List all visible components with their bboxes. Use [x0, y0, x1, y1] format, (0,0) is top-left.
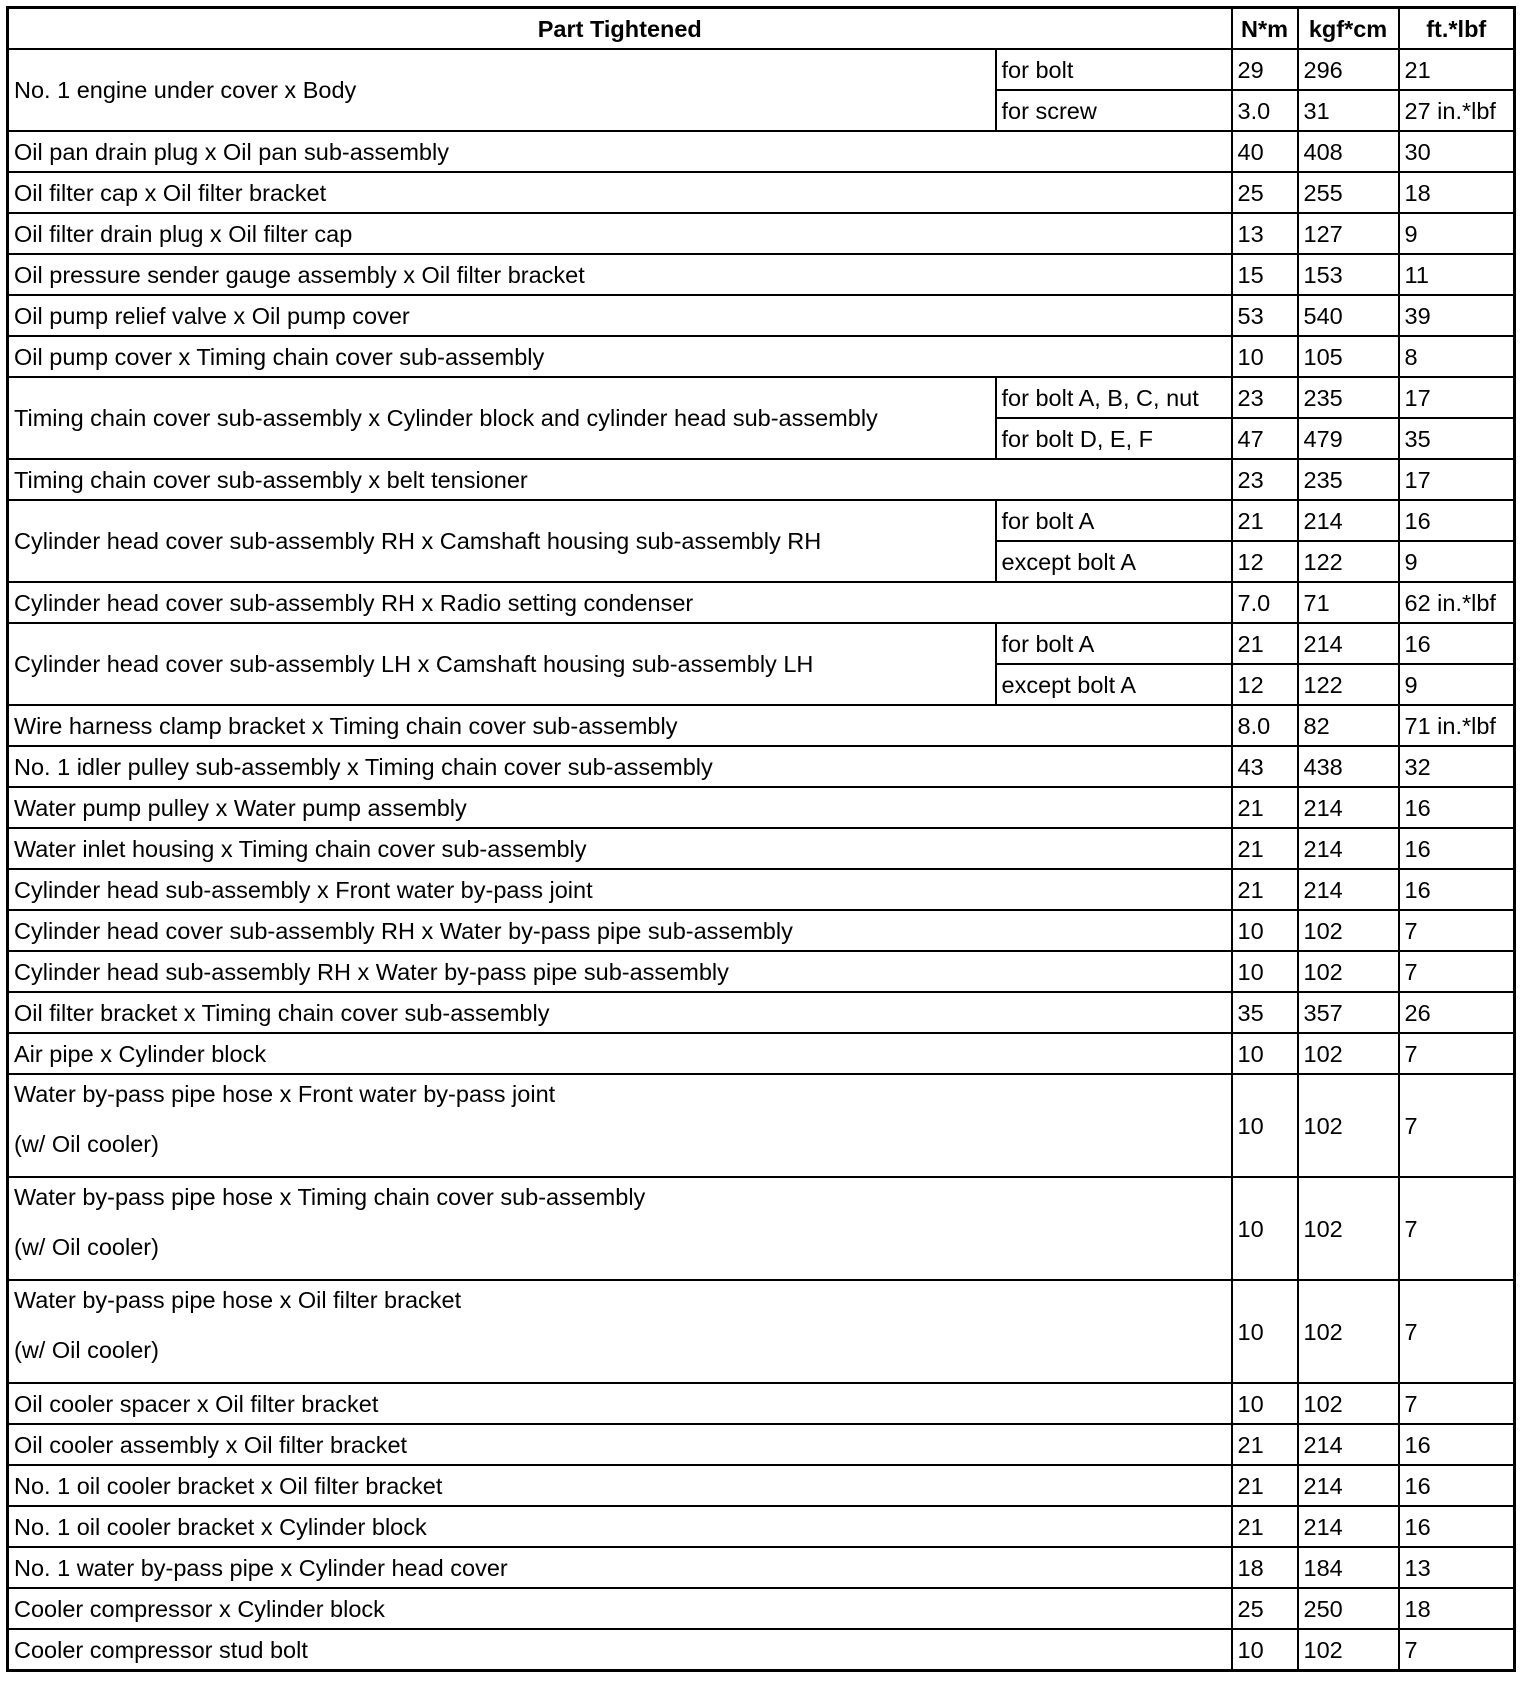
table-row: [8, 213, 1515, 254]
part-cell: Timing chain cover sub-assembly x belt tensioner: [8, 459, 1232, 500]
table-row: [8, 459, 1515, 500]
ft-cell: 16: [1399, 828, 1515, 869]
condition-cell: for bolt A: [996, 500, 1232, 541]
nm-cell: 53: [1232, 295, 1298, 336]
nm-cell: 47: [1232, 418, 1298, 459]
part-text: Water by-pass pipe hose x Timing chain cover sub-assembly: [14, 1184, 646, 1210]
nm-cell: 21: [1232, 787, 1298, 828]
table-row: [8, 787, 1515, 828]
kgf-cell: 296: [1298, 49, 1399, 90]
condition-cell: for bolt: [996, 49, 1232, 90]
part-cell: Cylinder head cover sub-assembly RH x Water by-pass pipe sub-assembly: [8, 910, 1232, 951]
ft-cell: 7: [1399, 910, 1515, 951]
nm-cell: 21: [1232, 623, 1298, 664]
nm-cell: 35: [1232, 992, 1298, 1033]
kgf-cell: 214: [1298, 1506, 1399, 1547]
ft-cell: 17: [1399, 459, 1515, 500]
header-ft-lbf: ft.*lbf: [1399, 8, 1515, 50]
part-cell: Oil pressure sender gauge assembly x Oil filter bracket: [8, 254, 1232, 295]
part-cell: No. 1 oil cooler bracket x Oil filter bracket: [8, 1465, 1232, 1506]
ft-cell: 32: [1399, 746, 1515, 787]
nm-cell: 21: [1232, 828, 1298, 869]
table-row: [8, 131, 1515, 172]
nm-cell: 12: [1232, 664, 1298, 705]
part-cell: [8, 1280, 1232, 1383]
nm-cell: 40: [1232, 131, 1298, 172]
ft-cell: 16: [1399, 623, 1515, 664]
kgf-cell: 235: [1298, 459, 1399, 500]
ft-cell: 21: [1399, 49, 1515, 90]
nm-cell: 10: [1232, 1383, 1298, 1424]
part-cell: Oil pan drain plug x Oil pan sub-assembly: [8, 131, 1232, 172]
table-row: [8, 1033, 1515, 1074]
table-row: [8, 1424, 1515, 1465]
part-cell: Cylinder head sub-assembly x Front water by-pass joint: [8, 869, 1232, 910]
kgf-cell: 71: [1298, 582, 1399, 623]
nm-cell: 10: [1232, 1629, 1298, 1671]
ft-cell: 26: [1399, 992, 1515, 1033]
ft-cell: 7: [1399, 1383, 1515, 1424]
kgf-cell: 479: [1298, 418, 1399, 459]
part-cell: Oil cooler spacer x Oil filter bracket: [8, 1383, 1232, 1424]
part-cell: Cylinder head sub-assembly RH x Water by-pass pipe sub-assembly: [8, 951, 1232, 992]
kgf-cell: 250: [1298, 1588, 1399, 1629]
ft-cell: 17: [1399, 377, 1515, 418]
table-row: [8, 1280, 1515, 1383]
ft-cell: 35: [1399, 418, 1515, 459]
ft-cell: 9: [1399, 664, 1515, 705]
table-row: [8, 500, 1515, 541]
table-row: [8, 1629, 1515, 1671]
ft-cell: 16: [1399, 787, 1515, 828]
part-text: Water by-pass pipe hose x Oil filter bracket: [14, 1287, 462, 1313]
table-row: [8, 1074, 1515, 1177]
ft-cell: 39: [1399, 295, 1515, 336]
nm-cell: 29: [1232, 49, 1298, 90]
kgf-cell: 540: [1298, 295, 1399, 336]
ft-cell: 9: [1399, 541, 1515, 582]
table-row: [8, 582, 1515, 623]
nm-cell: 10: [1232, 1033, 1298, 1074]
kgf-cell: 153: [1298, 254, 1399, 295]
nm-cell: 21: [1232, 869, 1298, 910]
kgf-cell: 357: [1298, 992, 1399, 1033]
kgf-cell: 102: [1298, 1280, 1399, 1383]
table-row: [8, 1506, 1515, 1547]
nm-cell: 25: [1232, 1588, 1298, 1629]
kgf-cell: 102: [1298, 1383, 1399, 1424]
nm-cell: 10: [1232, 1280, 1298, 1383]
kgf-cell: 408: [1298, 131, 1399, 172]
kgf-cell: 122: [1298, 664, 1399, 705]
ft-cell: 7: [1399, 1280, 1515, 1383]
part-cell: No. 1 idler pulley sub-assembly x Timing chain cover sub-assembly: [8, 746, 1232, 787]
kgf-cell: 31: [1298, 90, 1399, 131]
table-row: [8, 992, 1515, 1033]
kgf-cell: 235: [1298, 377, 1399, 418]
part-cell: No. 1 oil cooler bracket x Cylinder block: [8, 1506, 1232, 1547]
kgf-cell: 102: [1298, 1074, 1399, 1177]
part-cell: Oil cooler assembly x Oil filter bracket: [8, 1424, 1232, 1465]
nm-cell: 21: [1232, 500, 1298, 541]
part-cell: No. 1 water by-pass pipe x Cylinder head cover: [8, 1547, 1232, 1588]
condition-cell: for bolt A: [996, 623, 1232, 664]
ft-cell: 62 in.*lbf: [1399, 582, 1515, 623]
table-row: [8, 336, 1515, 377]
table-row: [8, 1465, 1515, 1506]
ft-cell: 7: [1399, 1033, 1515, 1074]
part-text: Water by-pass pipe hose x Front water by-pass joint: [14, 1081, 556, 1107]
part-cell: Oil pump cover x Timing chain cover sub-assembly: [8, 336, 1232, 377]
ft-cell: 7: [1399, 1629, 1515, 1671]
ft-cell: 18: [1399, 1588, 1515, 1629]
part-cell: Oil filter bracket x Timing chain cover sub-assembly: [8, 992, 1232, 1033]
ft-cell: 16: [1399, 1424, 1515, 1465]
header-kgf-cm: kgf*cm: [1298, 8, 1399, 50]
ft-cell: 13: [1399, 1547, 1515, 1588]
part-cell: Cooler compressor x Cylinder block: [8, 1588, 1232, 1629]
nm-cell: 7.0: [1232, 582, 1298, 623]
nm-cell: 8.0: [1232, 705, 1298, 746]
kgf-cell: 214: [1298, 623, 1399, 664]
kgf-cell: 214: [1298, 1424, 1399, 1465]
ft-cell: 9: [1399, 213, 1515, 254]
ft-cell: 8: [1399, 336, 1515, 377]
condition-cell: for bolt A, B, C, nut: [996, 377, 1232, 418]
nm-cell: 13: [1232, 213, 1298, 254]
condition-cell: except bolt A: [996, 664, 1232, 705]
ft-cell: 16: [1399, 500, 1515, 541]
header-row: [8, 8, 1515, 50]
kgf-cell: 184: [1298, 1547, 1399, 1588]
part-cell: Water pump pulley x Water pump assembly: [8, 787, 1232, 828]
nm-cell: 10: [1232, 910, 1298, 951]
table-row: [8, 172, 1515, 213]
ft-cell: 71 in.*lbf: [1399, 705, 1515, 746]
table-row: [8, 1383, 1515, 1424]
ft-cell: 7: [1399, 1177, 1515, 1280]
kgf-cell: 102: [1298, 1177, 1399, 1280]
part-note: (w/ Oil cooler): [14, 1131, 159, 1157]
part-cell: Wire harness clamp bracket x Timing chain cover sub-assembly: [8, 705, 1232, 746]
nm-cell: 10: [1232, 336, 1298, 377]
nm-cell: 15: [1232, 254, 1298, 295]
table-row: [8, 1177, 1515, 1280]
nm-cell: 12: [1232, 541, 1298, 582]
ft-cell: 11: [1399, 254, 1515, 295]
nm-cell: 10: [1232, 1074, 1298, 1177]
part-cell: Air pipe x Cylinder block: [8, 1033, 1232, 1074]
table-row: [8, 746, 1515, 787]
condition-cell: for bolt D, E, F: [996, 418, 1232, 459]
ft-cell: 27 in.*lbf: [1399, 90, 1515, 131]
ft-cell: 7: [1399, 951, 1515, 992]
kgf-cell: 214: [1298, 869, 1399, 910]
header-nm: N*m: [1232, 8, 1298, 50]
part-cell: [8, 1177, 1232, 1280]
table-row: [8, 869, 1515, 910]
part-note: (w/ Oil cooler): [14, 1337, 159, 1363]
part-cell: Cylinder head cover sub-assembly RH x Radio setting condenser: [8, 582, 1232, 623]
kgf-cell: 122: [1298, 541, 1399, 582]
part-cell: Water inlet housing x Timing chain cover sub-assembly: [8, 828, 1232, 869]
table-row: [8, 377, 1515, 418]
nm-cell: 23: [1232, 459, 1298, 500]
ft-cell: 18: [1399, 172, 1515, 213]
kgf-cell: 214: [1298, 787, 1399, 828]
table-row: [8, 1547, 1515, 1588]
table-row: [8, 951, 1515, 992]
part-cell: [8, 1074, 1232, 1177]
nm-cell: 43: [1232, 746, 1298, 787]
nm-cell: 10: [1232, 951, 1298, 992]
nm-cell: 23: [1232, 377, 1298, 418]
kgf-cell: 105: [1298, 336, 1399, 377]
kgf-cell: 102: [1298, 951, 1399, 992]
part-cell: Cylinder head cover sub-assembly RH x Camshaft housing sub-assembly RH: [8, 500, 996, 582]
ft-cell: 30: [1399, 131, 1515, 172]
table-row: [8, 295, 1515, 336]
kgf-cell: 102: [1298, 1629, 1399, 1671]
nm-cell: 10: [1232, 1177, 1298, 1280]
table-row: [8, 828, 1515, 869]
table-row: [8, 705, 1515, 746]
nm-cell: 18: [1232, 1547, 1298, 1588]
part-cell: Oil filter cap x Oil filter bracket: [8, 172, 1232, 213]
nm-cell: 21: [1232, 1465, 1298, 1506]
table-row: [8, 254, 1515, 295]
ft-cell: 16: [1399, 869, 1515, 910]
table-row: [8, 49, 1515, 90]
table-row: [8, 1588, 1515, 1629]
part-cell: Timing chain cover sub-assembly x Cylinder block and cylinder head sub-assembly: [8, 377, 996, 459]
table-row: [8, 910, 1515, 951]
part-cell: Oil pump relief valve x Oil pump cover: [8, 295, 1232, 336]
kgf-cell: 82: [1298, 705, 1399, 746]
ft-cell: 16: [1399, 1506, 1515, 1547]
torque-spec-table: [6, 6, 1516, 1672]
header-part-tightened: Part Tightened: [8, 8, 1232, 50]
nm-cell: 25: [1232, 172, 1298, 213]
kgf-cell: 127: [1298, 213, 1399, 254]
condition-cell: for screw: [996, 90, 1232, 131]
kgf-cell: 255: [1298, 172, 1399, 213]
kgf-cell: 102: [1298, 1033, 1399, 1074]
kgf-cell: 214: [1298, 1465, 1399, 1506]
nm-cell: 21: [1232, 1424, 1298, 1465]
part-cell: Cylinder head cover sub-assembly LH x Camshaft housing sub-assembly LH: [8, 623, 996, 705]
kgf-cell: 214: [1298, 828, 1399, 869]
ft-cell: 7: [1399, 1074, 1515, 1177]
nm-cell: 21: [1232, 1506, 1298, 1547]
kgf-cell: 438: [1298, 746, 1399, 787]
kgf-cell: 214: [1298, 500, 1399, 541]
part-cell: Cooler compressor stud bolt: [8, 1629, 1232, 1671]
condition-cell: except bolt A: [996, 541, 1232, 582]
part-cell: No. 1 engine under cover x Body: [8, 49, 996, 131]
part-note: (w/ Oil cooler): [14, 1234, 159, 1260]
table-row: [8, 623, 1515, 664]
ft-cell: 16: [1399, 1465, 1515, 1506]
kgf-cell: 102: [1298, 910, 1399, 951]
part-cell: Oil filter drain plug x Oil filter cap: [8, 213, 1232, 254]
nm-cell: 3.0: [1232, 90, 1298, 131]
